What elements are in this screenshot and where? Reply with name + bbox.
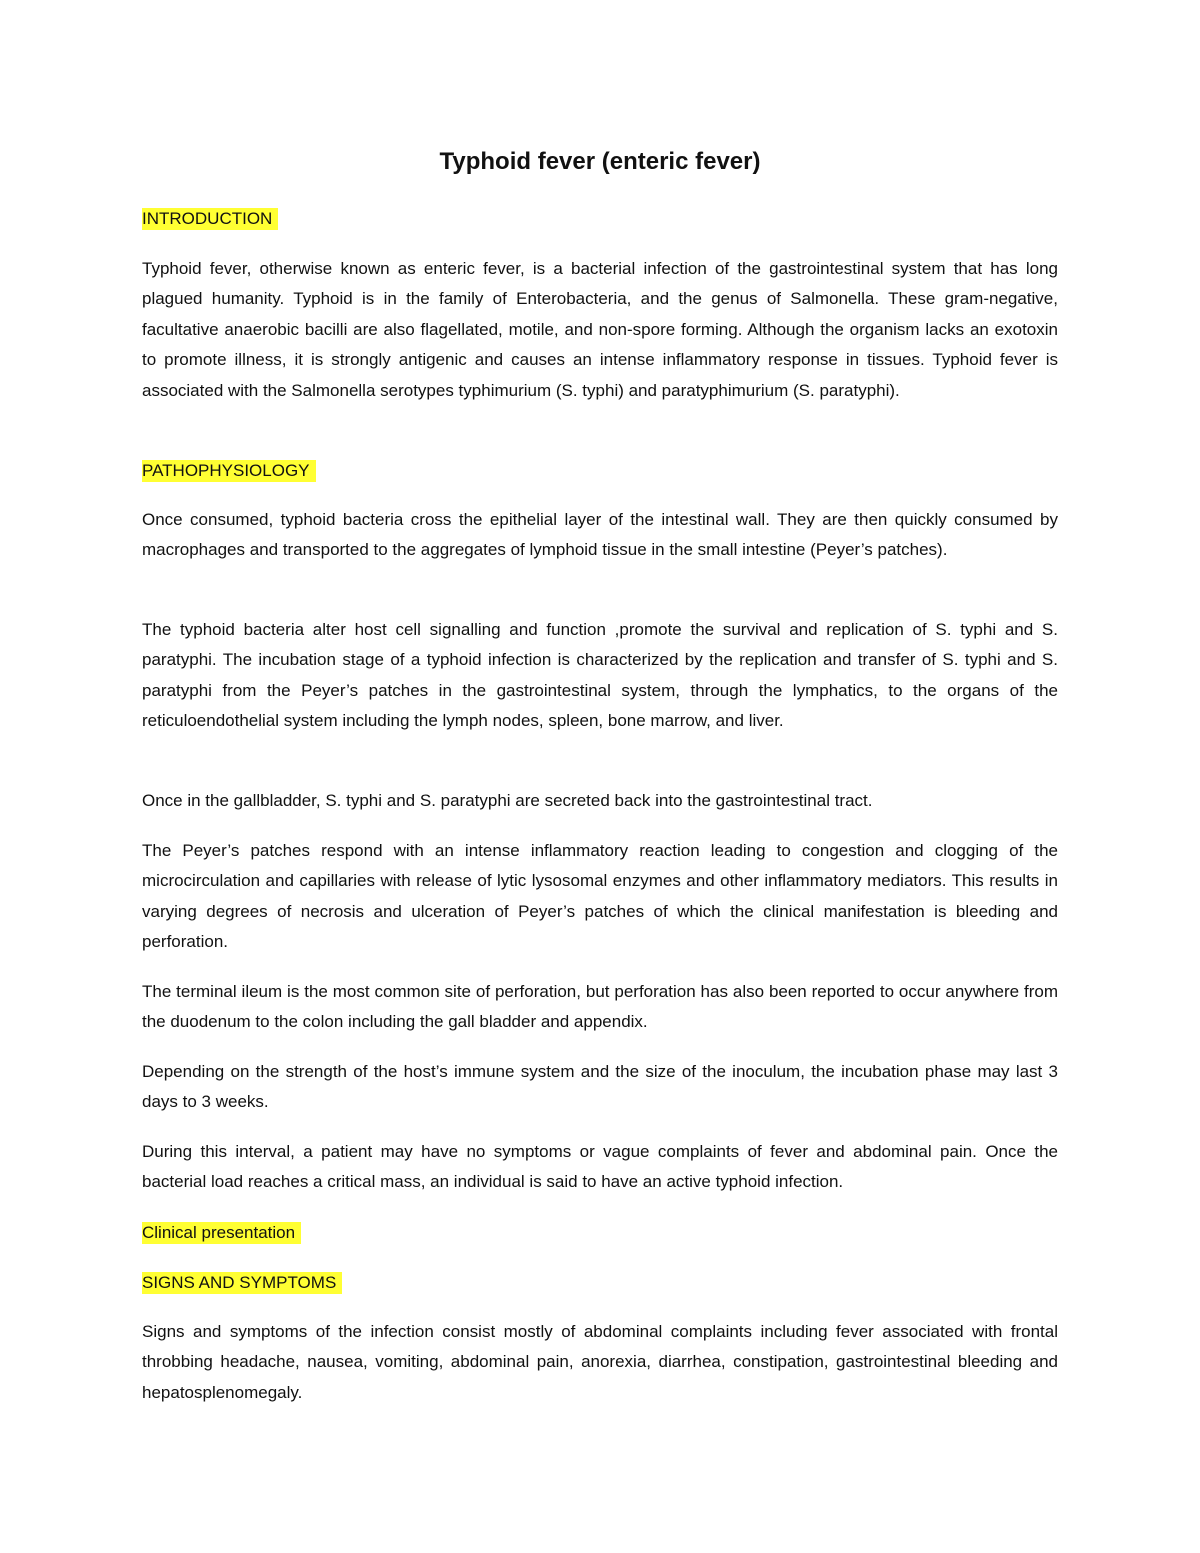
paragraph-pathophysiology-2: The typhoid bacteria alter host cell signalling and function ,promote the survival and replication of S. typhi and S. paratyphi. The incubation stage of a typhoid infection is characterized by the replication and transfer of S. typhi and S. paratyphi from the Peyer’s patches in the gastrointestinal system, through the lymphatics, to the organs of the reticuloendothelial system including the lymph nodes, spleen, bone marrow, and liver. xyxy=(142,620,1058,731)
section-heading-clinical-presentation: Clinical presentation xyxy=(142,1222,301,1244)
paragraph-signs-and-symptoms: Signs and symptoms of the infection consist mostly of abdominal complaints including fever associated with frontal throbbing headache, nausea, vomiting, abdominal pain, anorexia, diarrhea, constipation, gastrointestinal bleeding and hepatosplenomegaly. xyxy=(142,1322,1058,1402)
paragraph-pathophysiology-7: During this interval, a patient may have no symptoms or vague complaints of fever and abdominal pain. Once the bacterial load reaches a critical mass, an individual is said to have an active typhoid infection. xyxy=(142,1142,1058,1192)
section-heading-pathophysiology: PATHOPHYSIOLOGY xyxy=(142,460,316,482)
paragraph-pathophysiology-3: Once in the gallbladder, S. typhi and S. paratyphi are secreted back into the gastrointestinal tract. xyxy=(142,791,873,810)
section-heading-introduction: INTRODUCTION xyxy=(142,208,278,230)
paragraph-pathophysiology-4: The Peyer’s patches respond with an intense inflammatory reaction leading to congestion and clogging of the microcirculation and capillaries with release of lytic lysosomal enzymes and other inflammatory mediators. This results in varying degrees of necrosis and ulceration of Peyer’s patches of which the clinical manifestation is bleeding and perforation. xyxy=(142,841,1058,952)
section-heading-signs-and-symptoms: SIGNS AND SYMPTOMS xyxy=(142,1272,342,1294)
paragraph-pathophysiology-1: Once consumed, typhoid bacteria cross the epithelial layer of the intestinal wall. They are then quickly consumed by macrophages and transported to the aggregates of lymphoid tissue in the small intestine (Peyer’s patches). xyxy=(142,510,1058,560)
paragraph-pathophysiology-5: The terminal ileum is the most common site of perforation, but perforation has also been reported to occur anywhere from the duodenum to the colon including the gall bladder and appendix. xyxy=(142,982,1058,1032)
document-title: Typhoid fever (enteric fever) xyxy=(439,148,761,175)
paragraph-introduction: Typhoid fever, otherwise known as enteric fever, is a bacterial infection of the gastrointestinal system that has long plagued humanity. Typhoid is in the family of Enterobacteria, and the genus of Salmonella. These gram-negative, facultative anaerobic bacilli are also flagellated, motile, and non-spore forming. Although the organism lacks an exotoxin to promote illness, it is strongly antigenic and causes an intense inflammatory response in tissues. Typhoid fever is associated with the Salmonella serotypes typhimurium (S. typhi) and paratyphimurium (S. paratyphi). xyxy=(142,259,1058,400)
paragraph-pathophysiology-6: Depending on the strength of the host’s immune system and the size of the inoculum, the incubation phase may last 3 days to 3 weeks. xyxy=(142,1062,1058,1112)
